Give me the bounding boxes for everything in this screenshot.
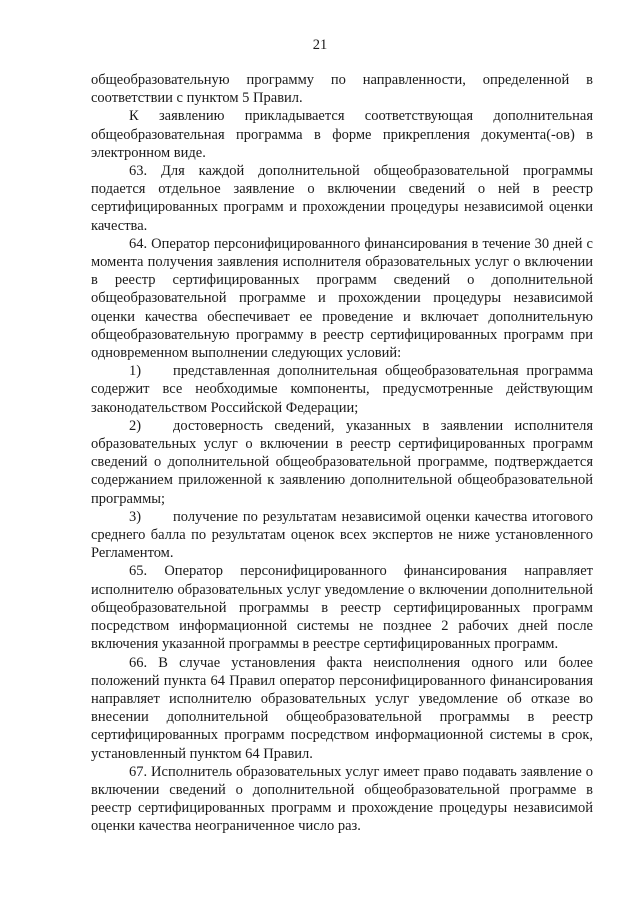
- paragraph-attachment: К заявлению прикладывается соответствующая дополнительная общеобразовательная программа в форме прикрепления документа(-ов) в электронном виде.: [91, 108, 593, 161]
- list-item-number: 1): [129, 363, 142, 380]
- list-item-number: 2): [129, 417, 142, 434]
- list-item: [91, 417, 593, 508]
- list-item: [91, 362, 593, 417]
- paragraph-continuation: общеобразовательную программу по направленности, определенной в соответствии с пунктом 5 Правил.: [91, 72, 593, 107]
- paragraph-66: 66. В случае установления факта неисполнения одного или более положений пункта 64 Правил оператор персонифицированного финансирования направляет исполнителю образовательных услуг уведомление об отказе во внесении дополнительной общеобразовательной программы в реестр сертифицированных программ посредством информационной системы в срок, установленный пунктом 64 Правил.: [91, 654, 593, 762]
- list-item: [91, 508, 593, 563]
- list-item-text: получение по результатам независимой оценки качества итогового среднего балла по результатам оценок всех экспертов не ниже установленного Регламентом.: [91, 508, 593, 562]
- page-number: 21: [312, 37, 328, 53]
- paragraph-65: 65. Оператор персонифицированного финансирования направляет исполнителю образовательных услуг уведомление о включении дополнительной общеобразовательной программы в реестр сертифицированных программ посредством информационной системы не позднее 2 рабочих дней после включения указанной программы в реестре сертифицированных программ.: [91, 563, 593, 653]
- list-item-text: достоверность сведений, указанных в заявлении исполнителя образовательных услуг о включении в реестр сертифицированных программ сведений о дополнительной общеобразовательной программе, подтверждается содержанием приложенной к заявлению дополнительной общеобразовательной программы;: [91, 417, 593, 507]
- paragraph-67: 67. Исполнитель образовательных услуг имеет право подавать заявление о включении сведений о дополнительной общеобразовательной программе в реестр сертифицированных программ и прохождение процедуры независимой оценки качества неограниченное число раз.: [91, 763, 593, 835]
- document-body: [91, 71, 593, 836]
- list-item-number: 3): [129, 508, 142, 525]
- list-item-text: представленная дополнительная общеобразовательная программа содержит все необходимые компоненты, предусмотренные действующим законодательством Российской Федерации;: [91, 363, 593, 416]
- paragraph-64: 64. Оператор персонифицированного финансирования в течение 30 дней с момента получения заявления исполнителя образовательных услуг о включении в реестр сертифицированных программ сведений о дополнительной общеобразовательной программе и прохождении процедуры независимой оценки качества обеспечивает ее проведение и включает дополнительную общеобразовательную программу в реестр сертифицированных программ при одновременном выполнении следующих условий:: [91, 235, 593, 362]
- paragraph-63: 63. Для каждой дополнительной общеобразовательной программы подается отдельное заявление о включении сведений о ней в реестр сертифицированных программ и прохождении процедуры независимой оценки качества.: [91, 163, 593, 234]
